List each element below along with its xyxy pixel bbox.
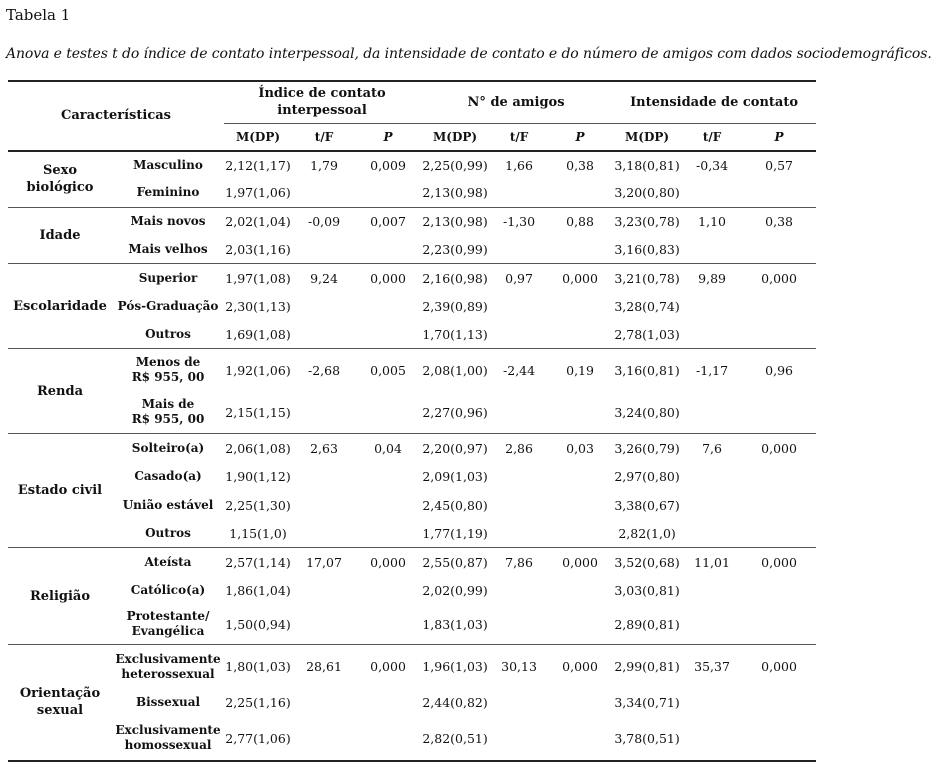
- cell-amigos-p: [548, 392, 612, 434]
- cell-intensidade-tf: 7,6: [682, 434, 742, 463]
- cell-intensidade-tf: [682, 689, 742, 717]
- cell-indice-p: [356, 236, 420, 264]
- cell-indice-tf: [292, 491, 356, 520]
- cell-indice-tf: -2,68: [292, 349, 356, 392]
- cell-indice-mdp: 1,97(1,08): [224, 264, 292, 293]
- cell-indice-p: [356, 605, 420, 645]
- cell-intensidade-mdp: 3,24(0,80): [614, 404, 680, 420]
- cell-indice-p: 0,000: [356, 645, 420, 689]
- header-characteristics: Características: [8, 81, 224, 151]
- table-row: [8, 349, 816, 392]
- subheader-tf: t/F: [314, 129, 334, 144]
- cell-indice-mdp: 1,15(1,0): [229, 525, 287, 541]
- cell-indice-tf: [292, 520, 356, 548]
- cell-intensidade-tf: -0,34: [696, 157, 729, 173]
- subheader-tf: t/F: [509, 129, 529, 144]
- table-row: [8, 321, 816, 349]
- cell-intensidade-p: [742, 491, 816, 520]
- subgroup-label-line1: Bissexual: [135, 695, 201, 709]
- subgroup-label-line1: Ateísta: [144, 554, 192, 569]
- cell-indice-tf: [292, 236, 356, 264]
- cell-intensidade-mdp: 3,38(0,67): [614, 497, 680, 513]
- cell-indice-tf: [292, 689, 356, 717]
- cell-indice-mdp: 2,15(1,15): [225, 404, 291, 420]
- cell-indice-mdp: 2,57(1,14): [224, 548, 292, 577]
- cell-amigos-p: [548, 577, 612, 605]
- cell-amigos-mdp: 2,82(0,51): [422, 730, 488, 746]
- cell-amigos-p: [548, 293, 612, 321]
- cell-amigos-p: 0,88: [548, 208, 612, 236]
- cell-amigos-mdp: 2,13(0,98): [420, 208, 490, 236]
- table-row: [8, 491, 816, 520]
- subheader-mdp: M(DP): [433, 129, 478, 144]
- cell-indice-p: [356, 520, 420, 548]
- cell-indice-mdp: 1,69(1,08): [225, 326, 291, 342]
- cell-indice-p: 0,000: [356, 548, 420, 577]
- cell-intensidade-tf: 1,10: [682, 208, 742, 236]
- cell-indice-tf: 28,61: [292, 645, 356, 689]
- cell-indice-mdp: 2,06(1,08): [224, 434, 292, 463]
- subheader-mdp: M(DP): [235, 129, 281, 144]
- cell-intensidade-mdp: 2,78(1,03): [614, 326, 680, 342]
- subgroup-label-line1: Protestante/: [126, 609, 210, 624]
- cell-intensidade-tf: [682, 605, 742, 645]
- cell-amigos-p: [548, 236, 612, 264]
- cell-intensidade-mdp: 3,16(0,83): [614, 241, 680, 257]
- cell-indice-tf: 2,63: [292, 434, 356, 463]
- cell-intensidade-tf: [682, 179, 742, 208]
- cell-indice-p: [356, 491, 420, 520]
- cell-amigos-p: [548, 689, 612, 717]
- cell-indice-mdp: 2,12(1,17): [225, 157, 291, 173]
- cell-intensidade-tf: [682, 321, 742, 349]
- subheader-mdp: M(DP): [625, 129, 670, 144]
- cell-indice-mdp: 1,86(1,04): [225, 583, 291, 598]
- cell-amigos-mdp: 1,70(1,13): [422, 326, 488, 342]
- cell-amigos-p: [548, 491, 612, 520]
- cell-indice-tf: [292, 605, 356, 645]
- cell-indice-mdp: 2,25(1,16): [225, 695, 291, 710]
- table-row: [8, 463, 816, 491]
- subgroup-label-line1: Católico(a): [130, 583, 206, 597]
- cell-indice-mdp: 2,03(1,16): [225, 241, 291, 257]
- cell-indice-tf: -0,09: [292, 208, 356, 236]
- cell-amigos-tf: -1,30: [490, 208, 548, 236]
- subgroup-label-line1: Masculino: [133, 157, 203, 172]
- cell-amigos-p: [548, 463, 612, 491]
- subgroup-label-line2: heterossexual: [121, 666, 215, 681]
- cell-amigos-mdp: 2,13(0,98): [422, 185, 488, 201]
- cell-intensidade-p: [742, 293, 816, 321]
- table-caption: Anova e testes t do índice de contato interpessoal, da intensidade de contato e do número de amigos com dados sociodemográficos.: [6, 46, 932, 62]
- subgroup-label-line1: Feminino: [136, 185, 200, 200]
- cell-amigos-p: 0,38: [566, 157, 594, 173]
- subgroup-label-line1: Menos de: [135, 355, 201, 370]
- cell-intensidade-mdp: 3,21(0,78): [612, 264, 682, 293]
- cell-indice-p: [356, 392, 420, 434]
- cell-intensidade-p: [742, 520, 816, 548]
- cell-amigos-p: 0,000: [548, 264, 612, 293]
- cell-indice-mdp: 2,77(1,06): [225, 730, 291, 746]
- table-number: Tabela 1: [6, 6, 71, 24]
- cell-amigos-p: [548, 717, 612, 761]
- cell-intensidade-p: [742, 605, 816, 645]
- header-group-indice: Índice de contato interpessoal: [224, 81, 420, 123]
- cell-amigos-tf: [490, 463, 548, 491]
- table-row: [8, 151, 816, 179]
- cell-intensidade-p: [742, 179, 816, 208]
- subgroup-label-line1: Pós-Graduação: [117, 299, 219, 313]
- cell-intensidade-mdp: 3,16(0,81): [612, 349, 682, 392]
- subgroup-label: [112, 392, 224, 434]
- cell-amigos-p: 0,000: [548, 645, 612, 689]
- cell-intensidade-p: [742, 236, 816, 264]
- table-row: [8, 236, 816, 264]
- section-label: Sexo biológico: [26, 163, 94, 196]
- subgroup-label: [112, 349, 224, 392]
- cell-amigos-tf: [490, 236, 548, 264]
- subgroup-label-line1: Superior: [138, 270, 198, 285]
- cell-indice-p: [356, 717, 420, 761]
- cell-amigos-p: [548, 605, 612, 645]
- cell-amigos-p: 0,19: [548, 349, 612, 392]
- table-row: [8, 264, 816, 293]
- cell-indice-mdp: 2,30(1,13): [225, 299, 291, 314]
- table-row: [8, 605, 816, 645]
- cell-intensidade-mdp: 3,34(0,71): [614, 695, 680, 710]
- cell-intensidade-tf: -1,17: [682, 349, 742, 392]
- cell-intensidade-mdp: 3,18(0,81): [614, 157, 680, 173]
- cell-intensidade-tf: [682, 463, 742, 491]
- cell-amigos-p: [548, 520, 612, 548]
- cell-amigos-tf: -2,44: [490, 349, 548, 392]
- cell-intensidade-mdp: 2,97(0,80): [614, 469, 680, 484]
- cell-intensidade-mdp: 2,89(0,81): [614, 616, 680, 632]
- subgroup-label-line1: União estável: [122, 497, 214, 512]
- subgroup-label-line2: R$ 955, 00: [131, 370, 205, 385]
- cell-intensidade-mdp: 2,99(0,81): [612, 645, 682, 689]
- cell-amigos-tf: [490, 520, 548, 548]
- cell-intensidade-tf: 11,01: [682, 548, 742, 577]
- section-label: Religião: [8, 548, 112, 645]
- table-row: [8, 434, 816, 463]
- cell-indice-tf: [292, 463, 356, 491]
- cell-intensidade-tf: [682, 293, 742, 321]
- cell-indice-mdp: 1,80(1,03): [224, 645, 292, 689]
- cell-intensidade-mdp: 2,82(1,0): [618, 525, 676, 541]
- cell-amigos-mdp: 1,83(1,03): [422, 616, 488, 632]
- subgroup-label: [112, 321, 224, 349]
- cell-intensidade-p: 0,96: [742, 349, 816, 392]
- cell-amigos-mdp: 2,20(0,97): [420, 434, 490, 463]
- cell-indice-mdp: 1,97(1,06): [225, 185, 291, 201]
- cell-amigos-mdp: 2,55(0,87): [420, 548, 490, 577]
- cell-intensidade-tf: [682, 491, 742, 520]
- cell-intensidade-mdp: 3,03(0,81): [614, 583, 680, 598]
- cell-amigos-tf: [490, 717, 548, 761]
- subheader-p: P: [774, 129, 784, 144]
- cell-indice-tf: 1,79: [310, 157, 338, 173]
- cell-amigos-tf: 1,66: [505, 157, 533, 173]
- subgroup-label-line2: R$ 955, 00: [131, 412, 205, 427]
- cell-amigos-tf: 30,13: [490, 645, 548, 689]
- cell-intensidade-tf: [682, 236, 742, 264]
- cell-intensidade-tf: 35,37: [682, 645, 742, 689]
- subgroup-label: [112, 463, 224, 491]
- cell-indice-mdp: 1,90(1,12): [225, 469, 291, 484]
- cell-amigos-p: [548, 179, 612, 208]
- section-label: Idade: [8, 208, 112, 264]
- header-group-intensidade: Intensidade de contato: [612, 81, 816, 123]
- cell-intensidade-mdp: 3,28(0,74): [614, 299, 680, 314]
- section-label: Escolaridade: [8, 264, 112, 349]
- subgroup-label: [112, 548, 224, 577]
- results-table: [8, 80, 816, 762]
- subgroup-label: [112, 605, 224, 645]
- cell-amigos-mdp: 2,23(0,99): [422, 241, 488, 257]
- cell-indice-p: [356, 321, 420, 349]
- cell-amigos-tf: [490, 392, 548, 434]
- cell-amigos-mdp: 2,25(0,99): [422, 157, 488, 173]
- subheader-p: P: [383, 129, 393, 144]
- cell-indice-p: [356, 689, 420, 717]
- cell-amigos-tf: 0,97: [490, 264, 548, 293]
- cell-amigos-tf: 7,86: [490, 548, 548, 577]
- subgroup-label-line1: Mais velhos: [128, 241, 208, 256]
- cell-amigos-p: 0,000: [548, 548, 612, 577]
- cell-indice-p: 0,009: [370, 157, 406, 173]
- cell-intensidade-mdp: 3,26(0,79): [612, 434, 682, 463]
- subgroup-label: [112, 717, 224, 761]
- cell-intensidade-mdp: 3,20(0,80): [614, 185, 680, 201]
- cell-intensidade-p: [742, 321, 816, 349]
- cell-intensidade-p: 0,000: [742, 548, 816, 577]
- cell-amigos-tf: [490, 293, 548, 321]
- section-label: Orientação sexual: [8, 645, 112, 761]
- subgroup-label: [112, 264, 224, 293]
- cell-intensidade-tf: 9,89: [682, 264, 742, 293]
- cell-amigos-tf: [490, 321, 548, 349]
- cell-indice-tf: [292, 321, 356, 349]
- subgroup-label-line1: Casado(a): [134, 469, 202, 483]
- cell-amigos-mdp: 1,77(1,19): [422, 525, 488, 541]
- cell-intensidade-p: 0,38: [742, 208, 816, 236]
- cell-intensidade-tf: [682, 717, 742, 761]
- subgroup-label: [112, 520, 224, 548]
- table-row: [8, 577, 816, 605]
- cell-indice-p: 0,04: [356, 434, 420, 463]
- cell-intensidade-p: 0,000: [742, 434, 816, 463]
- subgroup-label: [112, 689, 224, 717]
- cell-indice-p: [356, 577, 420, 605]
- subgroup-label: [112, 151, 224, 179]
- cell-indice-tf: [292, 717, 356, 761]
- subgroup-label-line2: homossexual: [124, 738, 212, 752]
- cell-intensidade-p: [742, 392, 816, 434]
- subgroup-label-line1: Mais de: [141, 397, 195, 412]
- subgroup-label-line1: Exclusivamente: [115, 651, 221, 666]
- table-row: [8, 392, 816, 434]
- section-label: Renda: [8, 349, 112, 434]
- subgroup-label-line1: Exclusivamente: [115, 723, 221, 737]
- subgroup-label: [112, 577, 224, 605]
- cell-amigos-tf: 2,86: [490, 434, 548, 463]
- subgroup-label: [112, 491, 224, 520]
- table-row: [8, 689, 816, 717]
- cell-amigos-mdp: 2,39(0,89): [422, 299, 488, 314]
- cell-intensidade-p: 0,57: [765, 157, 793, 173]
- cell-indice-mdp: 2,02(1,04): [224, 208, 292, 236]
- table-row: [8, 548, 816, 577]
- cell-amigos-mdp: 2,16(0,98): [420, 264, 490, 293]
- subheader-p: P: [575, 129, 585, 144]
- cell-indice-tf: 17,07: [292, 548, 356, 577]
- cell-indice-p: [356, 179, 420, 208]
- cell-indice-tf: 9,24: [292, 264, 356, 293]
- cell-indice-mdp: 1,50(0,94): [225, 616, 291, 632]
- header-group-amigos: N° de amigos: [420, 81, 612, 123]
- cell-intensidade-p: [742, 717, 816, 761]
- cell-intensidade-tf: [682, 392, 742, 434]
- cell-amigos-mdp: 1,96(1,03): [420, 645, 490, 689]
- table-body: [8, 151, 816, 761]
- subgroup-label: [112, 293, 224, 321]
- cell-amigos-p: 0,03: [548, 434, 612, 463]
- cell-intensidade-mdp: 3,52(0,68): [612, 548, 682, 577]
- cell-intensidade-mdp: 3,78(0,51): [614, 730, 680, 746]
- cell-indice-p: [356, 293, 420, 321]
- cell-amigos-tf: [490, 491, 548, 520]
- table-row: [8, 645, 816, 689]
- cell-amigos-mdp: 2,27(0,96): [422, 404, 488, 420]
- cell-amigos-mdp: 2,02(0,99): [422, 583, 488, 598]
- cell-intensidade-p: [742, 463, 816, 491]
- cell-intensidade-p: 0,000: [742, 645, 816, 689]
- table-row: [8, 717, 816, 761]
- cell-intensidade-tf: [682, 577, 742, 605]
- subgroup-label: [112, 179, 224, 208]
- cell-intensidade-mdp: 3,23(0,78): [612, 208, 682, 236]
- subgroup-label-line1: Outros: [145, 525, 191, 540]
- subgroup-label: [112, 645, 224, 689]
- cell-intensidade-p: [742, 577, 816, 605]
- table-row: [8, 208, 816, 236]
- subgroup-label-line1: Mais novos: [130, 214, 206, 229]
- section-label: Estado civil: [8, 434, 112, 548]
- cell-indice-tf: [292, 392, 356, 434]
- cell-intensidade-tf: [682, 520, 742, 548]
- cell-amigos-tf: [490, 179, 548, 208]
- cell-indice-tf: [292, 293, 356, 321]
- table-row: [8, 293, 816, 321]
- cell-indice-p: 0,000: [356, 264, 420, 293]
- cell-indice-p: 0,005: [356, 349, 420, 392]
- cell-amigos-p: [548, 321, 612, 349]
- cell-amigos-tf: [490, 605, 548, 645]
- cell-intensidade-p: [742, 689, 816, 717]
- subgroup-label-line1: Outros: [145, 326, 191, 341]
- cell-indice-mdp: 1,92(1,06): [224, 349, 292, 392]
- cell-amigos-mdp: 2,44(0,82): [422, 695, 488, 710]
- cell-amigos-mdp: 2,09(1,03): [422, 469, 488, 484]
- cell-amigos-mdp: 2,08(1,00): [420, 349, 490, 392]
- table-row: [8, 179, 816, 208]
- subgroup-label-line1: Solteiro(a): [131, 440, 205, 455]
- cell-amigos-tf: [490, 577, 548, 605]
- cell-indice-p: 0,007: [356, 208, 420, 236]
- subheader-tf: t/F: [702, 129, 722, 144]
- cell-amigos-mdp: 2,45(0,80): [422, 497, 488, 513]
- cell-amigos-tf: [490, 689, 548, 717]
- subgroup-label-line2: Evangélica: [131, 624, 205, 639]
- cell-indice-tf: [292, 179, 356, 208]
- cell-intensidade-p: 0,000: [742, 264, 816, 293]
- subgroup-label: [112, 236, 224, 264]
- cell-indice-tf: [292, 577, 356, 605]
- table-row: [8, 520, 816, 548]
- subgroup-label: [112, 208, 224, 236]
- cell-indice-mdp: 2,25(1,30): [225, 497, 291, 513]
- cell-indice-p: [356, 463, 420, 491]
- subgroup-label: [112, 434, 224, 463]
